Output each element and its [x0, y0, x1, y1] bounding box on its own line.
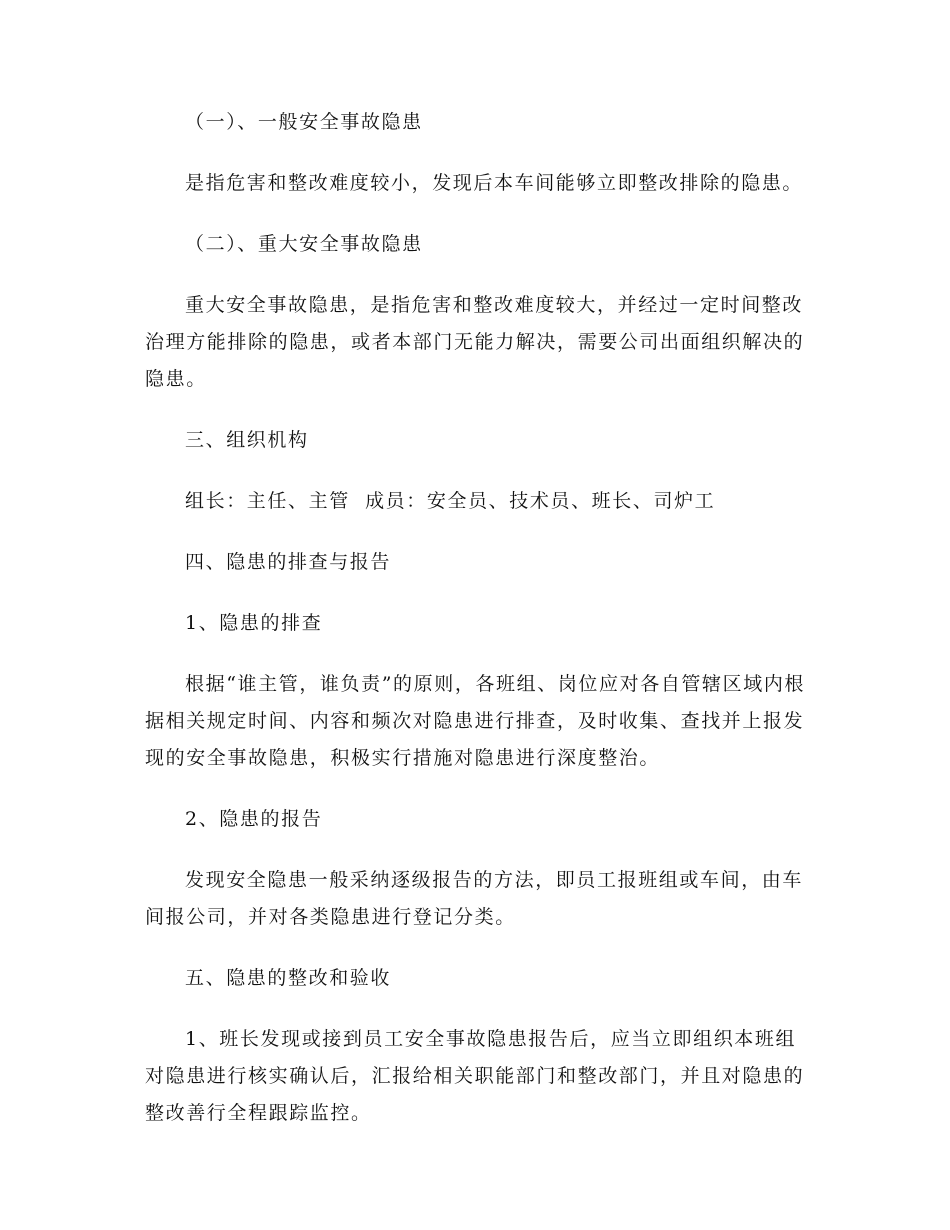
section-heading-rectification: 五、隐患的整改和验收 [185, 967, 392, 989]
paragraph-rectification-1: 1、班长发现或接到员工安全事故隐患报告后，应当立即组织本班组对隐患进行核实确认后，汇报给相关职能部门和整改部门，并且对隐患的整改善行全程跟踪监控。 [145, 1028, 805, 1124]
section-heading-organization: 三、组织机构 [185, 429, 309, 451]
section-heading-inspection-report: 四、隐患的排查与报告 [185, 551, 392, 573]
subheading-inspection: 1、隐患的排查 [185, 612, 323, 634]
paragraph-major-hazard-definition: 重大安全事故隐患，是指危害和整改难度较大，并经过一定时间整改治理方能排除的隐患，或者本部门无能力解决，需要公司出面组织解决的隐患。 [145, 294, 805, 390]
paragraph-organization-members: 组长：主任、主管 成员：安全员、技术员、班长、司炉工 [185, 490, 716, 512]
paragraph-inspection: 根据“谁主管，谁负责”的原则，各班组、岗位应对各自管辖区域内根据相关规定时间、内容和频次对隐患进行排查，及时收集、查找并上报发现的安全事故隐患，积极实行措施对隐患进行深度整治。 [145, 673, 806, 769]
subheading-report: 2、隐患的报告 [185, 808, 323, 830]
section-heading-major-hazard: （二）、重大安全事故隐患 [185, 233, 423, 255]
paragraph-general-hazard-definition: 是指危害和整改难度较小，发现后本车间能够立即整改排除的隐患。 [185, 172, 804, 194]
section-heading-general-hazard: （一）、一般安全事故隐患 [185, 111, 423, 133]
paragraph-report: 发现安全隐患一般采纳逐级报告的方法，即员工报班组或车间，由车间报公司，并对各类隐患进行登记分类。 [145, 869, 804, 928]
document-body [145, 104, 815, 1156]
